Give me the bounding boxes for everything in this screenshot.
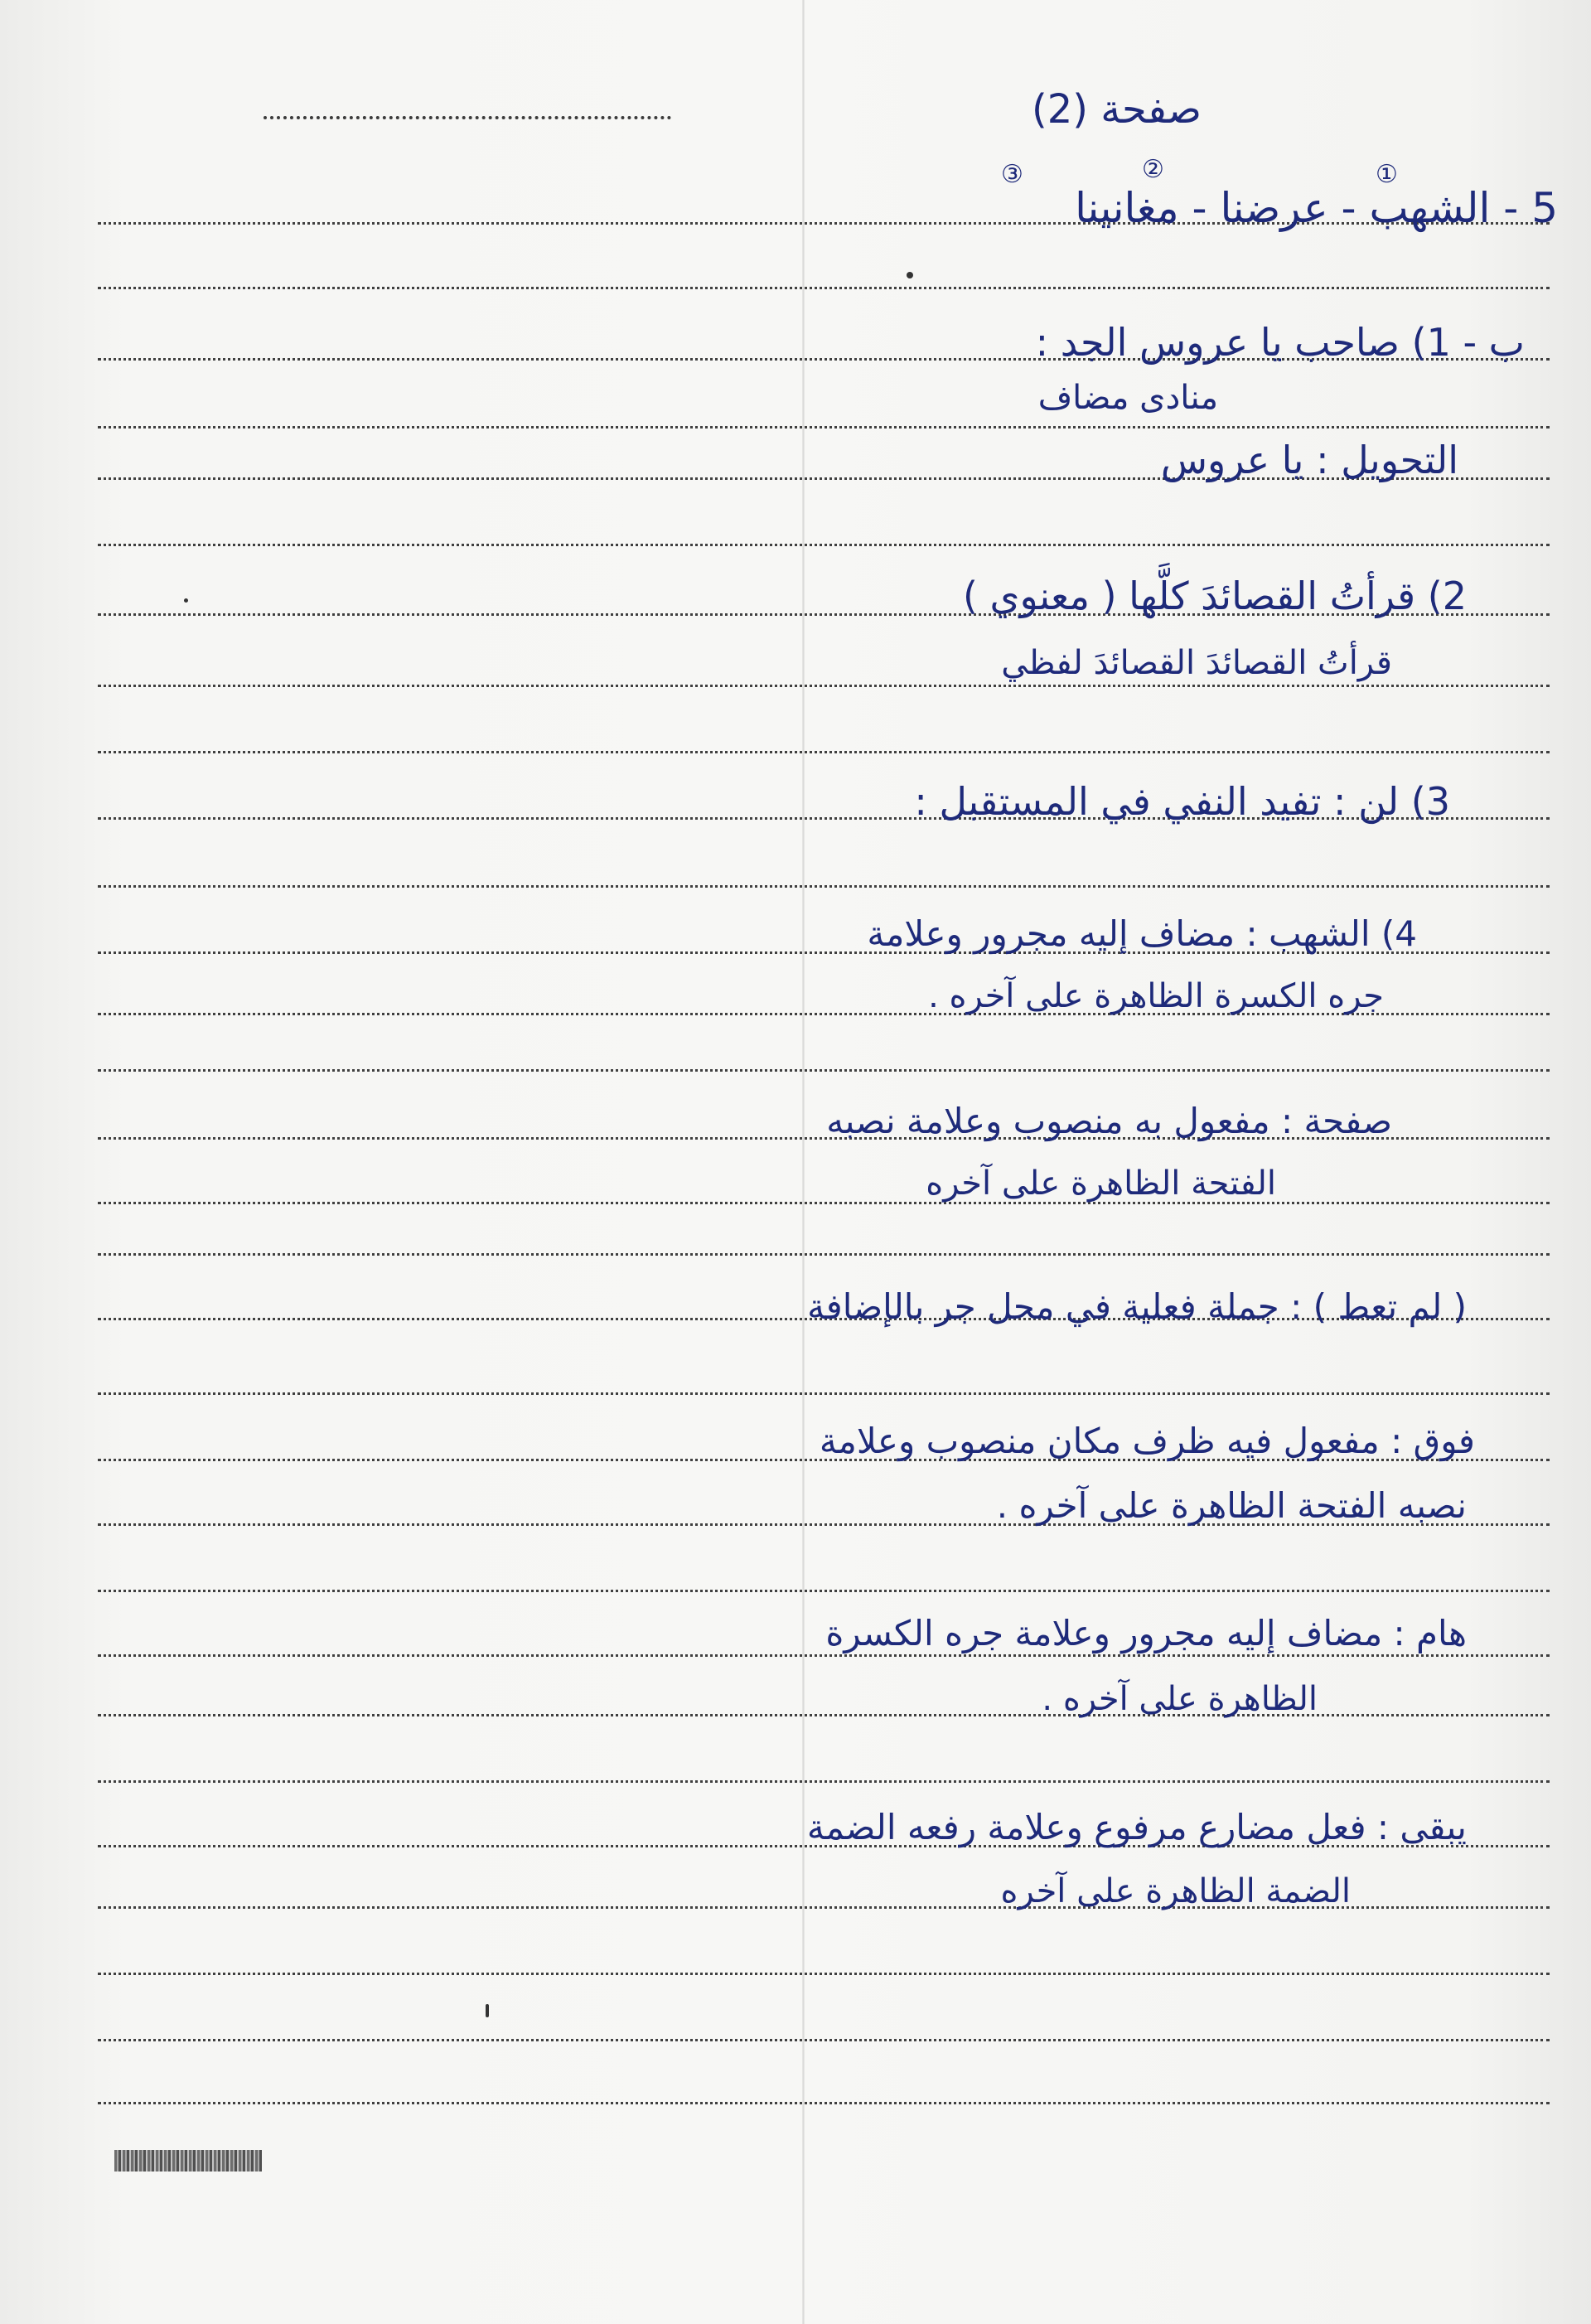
marker-three: ③	[1001, 160, 1023, 189]
page-label: صفحة (2)	[1031, 86, 1202, 133]
ruled-line	[98, 2102, 1550, 2104]
ruled-line	[98, 1392, 1550, 1395]
ruled-line	[98, 1780, 1550, 1783]
answer-line: التحويل : يا عروس	[1160, 438, 1458, 482]
header-dotted-line	[264, 116, 671, 119]
answer-line: منادى مضاف	[1037, 379, 1218, 417]
ruled-line	[98, 544, 1550, 546]
answer-line: 2) قرأتُ القصائدَ كلَّها ( معنوي )	[962, 574, 1467, 618]
answer-line: الضمة الظاهرة على آخره	[1000, 1872, 1351, 1910]
answer-line: صفحة : مفعول به منصوب وعلامة نصبه	[826, 1101, 1392, 1141]
ruled-line	[98, 1202, 1550, 1204]
ruled-line	[98, 426, 1550, 428]
answer-line: 3) لن : تفيد النفي في المستقبل :	[914, 779, 1450, 824]
page-fold	[802, 0, 805, 2324]
answer-line: يبقى : فعل مضارع مرفوع وعلامة رفعه الضمة	[806, 1807, 1467, 1847]
scan-stamp	[114, 2150, 262, 2171]
ruled-line	[98, 885, 1550, 888]
answer-line: 4) الشهب : مضاف إليه مجرور وعلامة	[867, 913, 1417, 954]
answer-line: قرأتُ القصائدَ القصائدَ لفظي	[1001, 644, 1392, 682]
marker-one: ①	[1376, 160, 1398, 189]
answer-line: 5 - الشهب - عرضنا - مغانينا	[1075, 184, 1558, 232]
answer-line: ب - 1) صاحب يا عروس الجد :	[1035, 320, 1525, 365]
ruled-line	[98, 287, 1550, 289]
ruled-line	[98, 685, 1550, 687]
paper-speck	[907, 272, 913, 278]
paper-speck	[184, 598, 188, 603]
answer-line: نصبه الفتحة الظاهرة على آخره .	[996, 1485, 1467, 1526]
ruled-line	[98, 1714, 1550, 1716]
ruled-line	[98, 1654, 1550, 1657]
paper-speck	[486, 2004, 489, 2017]
ruled-line	[98, 1973, 1550, 1975]
marker-two: ②	[1142, 155, 1164, 184]
answer-line: جره الكسرة الظاهرة على آخره .	[928, 977, 1384, 1015]
ruled-line	[98, 1253, 1550, 1256]
ruled-line	[98, 1069, 1550, 1072]
ruled-line	[98, 1590, 1550, 1592]
answer-line: فوق : مفعول فيه ظرف مكان منصوب وعلامة	[819, 1421, 1475, 1461]
answer-line: هام : مضاف إليه مجرور وعلامة جره الكسرة	[825, 1613, 1467, 1653]
answer-line: الظاهرة على آخره .	[1042, 1680, 1318, 1718]
ruled-line	[98, 751, 1550, 753]
answer-line: الفتحة الظاهرة على آخره	[926, 1164, 1276, 1203]
answer-line: ( لم تعط ) : جملة فعلية في محل جر بالإضافة	[807, 1286, 1467, 1327]
ruled-line	[98, 2039, 1550, 2041]
